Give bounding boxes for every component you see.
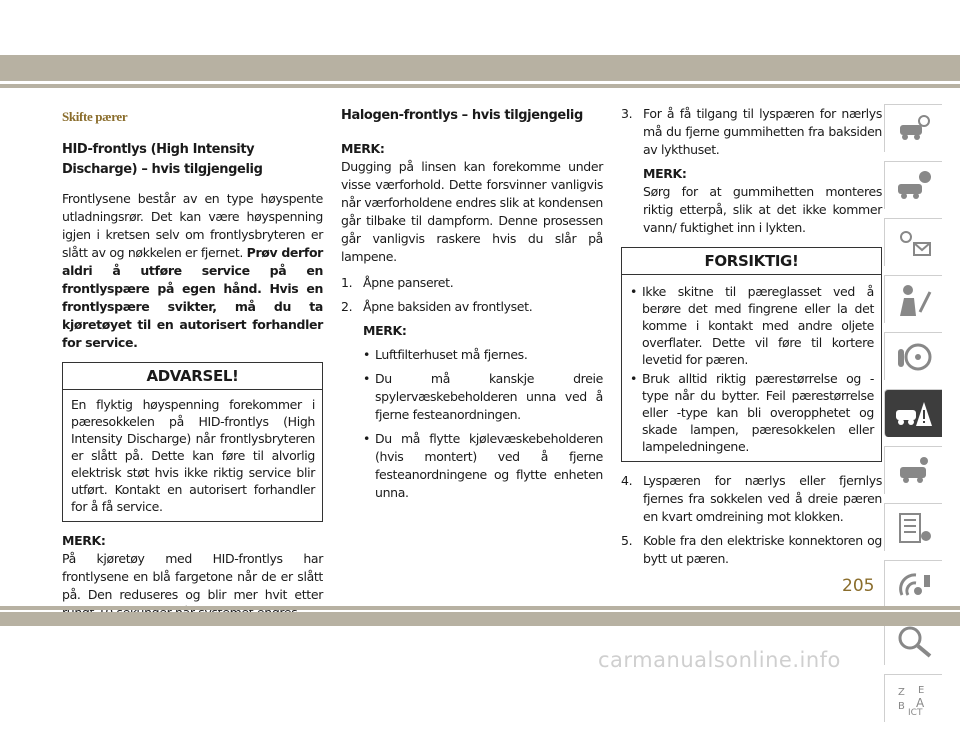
warning-text: En flyktig høyspenning forekommer i pæresokkelen på HID-frontlys (High Intensity Discharge) når frontlysbryteren er slått på. Dette kan føre til alvorlig elektrisk støt hvis ikke riktig service blir utført. Kontakt en autorisert forhandler for å få service. (71, 397, 315, 514)
car-info-icon (894, 168, 934, 204)
warning-box (62, 362, 323, 522)
footer-rule (0, 606, 960, 610)
tab-chapter-1[interactable] (884, 104, 942, 152)
seat-safety-icon (894, 282, 934, 318)
caution-box (621, 247, 882, 462)
list-item (621, 472, 882, 526)
footer-band (0, 612, 960, 626)
column-right (621, 105, 882, 574)
step-text: For å få tilgang til lyspæren for nærlys må du fjerne gummihetten fra baksiden av lykthuset. (643, 106, 882, 157)
list-item (621, 532, 882, 568)
steps-list (621, 105, 882, 159)
steps-list (341, 274, 603, 316)
bullet-list (630, 283, 874, 455)
merk-label: MERK: (62, 533, 106, 548)
svg-text:B: B (897, 700, 905, 712)
step-number: 2. (341, 299, 353, 314)
header-rule (0, 84, 960, 88)
list-item: • Ikke skitne til pæreglasset ved å berøre det med fingrene eller la det komme i kontakt med andre oljete overflater. Dette vil føre til kortere levetid for pæren. (630, 283, 874, 368)
svg-text:ICT: ICT (907, 707, 922, 717)
list-item (621, 105, 882, 159)
column-left (62, 105, 323, 630)
header-band (0, 55, 960, 81)
list-item (341, 274, 603, 292)
list-item: • Bruk alltid riktig pærestørrelse og -type når du bytter. Feil pærestørrelse eller -type kan bli overopphetet og skade lampen, pæresokkelen eller lampeledningene. (630, 370, 874, 455)
list-item: • Luftfilterhuset må fjernes. (363, 346, 603, 364)
list-item: • Du må flytte kjølevæskebeholderen (hvis montert) ved å fjerne festeanordningene og flytte enheten unna. (363, 430, 603, 502)
step-text: Åpne panseret. (363, 275, 454, 290)
section-title: Skifte pærer (62, 109, 128, 124)
hid-text: Frontlysene består av en type høyspente utladningsrør. Det kan være høyspenning igjen i kretsen selv om frontlysbryteren er slått av og nøkkelen er fjernet. (62, 191, 323, 260)
merk-label: MERK: (643, 166, 687, 181)
step-text: Lyspæren for nærlys eller fjernlys fjernes fra sokkelen ved å dreie pæren en kvart omdreining mot klokken. (643, 473, 882, 524)
page-number: 205 (842, 576, 875, 596)
tab-chapter-6-active[interactable] (884, 389, 942, 437)
tab-chapter-7[interactable] (884, 446, 942, 494)
svg-text:Z: Z (897, 686, 905, 698)
magnifier-index-icon (894, 624, 934, 660)
merk-label: MERK: (363, 323, 407, 338)
bullet-list (363, 346, 603, 502)
step-number: 3. (621, 106, 633, 121)
car-search-icon (894, 111, 934, 147)
list-item: • Du må kanskje dreie spylervæskebeholderen unna ved å fjerne festeanordningen. (363, 370, 603, 424)
caution-body (622, 275, 881, 461)
hid-paragraph (62, 190, 323, 352)
svg-text:E: E (917, 684, 924, 696)
hid-title: HID-frontlys (High Intensity Discharge) – hvis tilgjengelig (62, 142, 263, 177)
alphabet-index-icon (894, 681, 934, 717)
step-number: 5. (621, 533, 633, 548)
merk-text: Sørg for at gummihetten monteres riktig etterpå, slik at det ikke kommer vann/ fuktighet inn i lykten. (643, 184, 882, 235)
chapter-tabs (884, 104, 944, 731)
caution-title: FORSIKTIG! (622, 248, 881, 275)
step-number: 1. (341, 275, 353, 290)
watermark: carmanualsonline.info (598, 648, 841, 672)
column-middle (341, 105, 603, 508)
svg-text:A: A (915, 695, 924, 710)
dashboard-warning-icon (894, 225, 934, 261)
tab-chapter-3[interactable] (884, 218, 942, 266)
maintenance-checklist-icon (894, 510, 934, 546)
tab-chapter-9[interactable] (884, 560, 942, 608)
tab-chapter-2[interactable] (884, 161, 942, 209)
inner-note (341, 322, 603, 502)
warning-title: ADVARSEL! (63, 363, 322, 390)
merk-label: MERK: (341, 141, 385, 156)
tab-chapter-4[interactable] (884, 275, 942, 323)
step-text: Åpne baksiden av frontlyset. (363, 299, 533, 314)
multimedia-icon (894, 567, 934, 603)
hid-bold-text: Prøv derfor aldri å utføre service på en frontlyspære på egen hånd. Hvis en frontlyspære svikter, må du ta kjøretøyet til en autorisert forhandler for service. (62, 245, 323, 350)
merk-text: Dugging på linsen kan forekomme under visse værforhold. Dette forsvinner vanligvis når værforholdene endres slik at kondensen går tilbake til dampform. Denne prosessen går vanligvis raskere hvis du slår på lampene. (341, 159, 603, 264)
list-item (341, 298, 603, 316)
steps-list (621, 472, 882, 568)
inner-note (621, 165, 882, 237)
step-number: 4. (621, 473, 633, 488)
step-text: Koble fra den elektriske konnektoren og bytt ut pæren. (643, 533, 882, 566)
car-service-icon (894, 453, 934, 489)
car-hazard-icon (894, 396, 934, 432)
steering-wheel-icon (894, 339, 934, 375)
merk-text: På kjøretøy med HID-frontlys har frontlysene en blå fargetone når de er slått på. Den reduseres og blir mer hvit etter (62, 551, 323, 602)
tab-chapter-11[interactable] (884, 674, 942, 722)
tab-chapter-8[interactable] (884, 503, 942, 551)
tab-chapter-5[interactable] (884, 332, 942, 380)
halogen-title: Halogen-frontlys – hvis tilgjengelig (341, 108, 583, 123)
